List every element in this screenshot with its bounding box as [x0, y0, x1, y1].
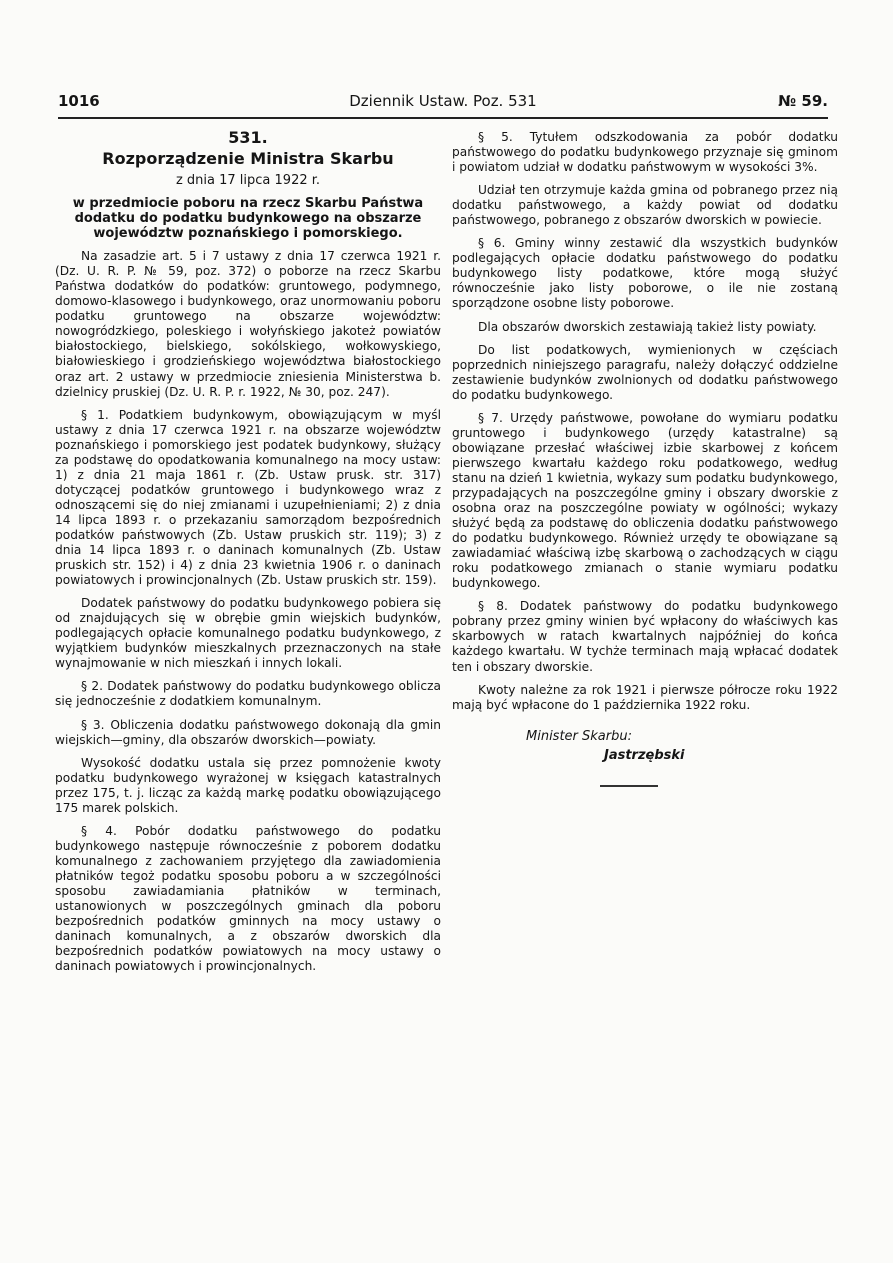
section-7-paragraph: § 7. Urzędy państwowe, powołane do wymiaru podatku gruntowego i budynkowego (urzędy katastralne) są obowiązane przesłać właściwej izbie skarbowej z końcem pierwszego kwartału każdego roku podatkowego, według stanu na dzień 1 kwietnia, wykazy sum podatku budynkowego, przypadających na poszczególne gminy i obszary dworskie z osobna oraz na poszczególne powiaty w ogólności; wykazy służyć będą za podstawę do obliczenia dodatku państwowego do podatku budynkowego. Również urzędy te obowiązane są zawiadamiać właściwą izbę skarbową o zachodzących w ciągu roku podatkowego zmianach o stanie wymiaru podatku budynkowego. [452, 410, 838, 591]
section-5-continuation: Udział ten otrzymuje każda gmina od pobranego przez nią dodatku państwowego, a każdy powiat od dodatku państwowego, pobranego z obszarów dworskich w powiecie. [452, 183, 838, 228]
section-2-paragraph: § 2. Dodatek państwowy do podatku budynkowego oblicza się jednocześnie z dodatkiem komunalnym. [55, 679, 441, 709]
signature-name: Jastrzębski [604, 747, 685, 763]
section-6-note: Do list podatkowych, wymienionych w częściach poprzednich niniejszego paragrafu, należy dołączyć oddzielne zestawienie budynków zwolnionych od dodatku państwowego do podatku budynkowego. [452, 342, 838, 402]
section-4-paragraph: § 4. Pobór dodatku państwowego do podatku budynkowego następuje równocześnie z poborem dodatku komunalnego z zachowaniem przyjętego dla zawiadomienia płatników tegoż podatku sposobu poboru a w szczególności sposobu zawiadamiania płatników w terminach, ustanowionych w poszczególnych gminach dla poboru bezpośrednich podatków gminnych na mocy ustawy o daninach komunalnych, a z obszarów dworskich dla bezpośrednich podatków powiatowych na mocy ustawy o daninach powiatowych i prowincjonalnych. [55, 823, 441, 974]
section-8-paragraph: § 8. Dodatek państwowy do podatku budynkowego pobrany przez gminy winien być wpłacony do właściwych kas skarbowych w ratach kwartalnych najpóźniej do końca każdego kwartału. W tychże terminach mają wpłacać dodatek ten i obszary dworskie. [452, 599, 838, 674]
signature-title: Minister Skarbu: [526, 728, 632, 744]
page-number: 1016 [58, 92, 100, 110]
section-6-paragraph: § 6. Gminy winny zestawić dla wszystkich budynków podlegających opłacie dodatku państwowego do podatku budynkowego listy podatkowe, które mogą służyć równocześnie jako listy poborowe, o ile nie zostaną sporządzone osobne listy poborowe. [452, 236, 838, 311]
section-6-continuation: Dla obszarów dworskich zestawiają takież listy powiaty. [478, 319, 817, 334]
act-date: z dnia 17 lipca 1922 r. [175, 173, 321, 189]
page-header [58, 92, 828, 114]
act-subtitle: w przedmiocie poboru na rzecz Skarbu Państwa dodatku do podatku budynkowego na obszarze województw poznańskiego i pomorskiego. [72, 196, 424, 242]
journal-reference: Dziennik Ustaw. Poz. 531 [349, 92, 537, 110]
closing-rule [600, 785, 658, 787]
act-number: 531. [228, 128, 268, 147]
header-rule [58, 117, 828, 119]
section-1-continuation: Dodatek państwowy do podatku budynkowego pobiera się od znajdujących się w obrębie gmin wiejskich budynków, podlegających opłacie komunalnego podatku budynkowego, z wyjątkiem budynków mieszkalnych przeznaczonych na stałe wynajmowanie w nich mieszkań i innych lokali. [55, 596, 441, 671]
preamble-paragraph: Na zasadzie art. 5 i 7 ustawy z dnia 17 czerwca 1921 r. (Dz. U. R. P. № 59, poz. 372) o poborze na rzecz Skarbu Państwa dodatków do podatków: gruntowego, podymnego, domowo-klasowego i budynkowego, oraz unormowaniu poboru podatku gruntowego na obszarze województw: nowogródzkiego, poleskiego i wołyńskiego jakoteż powiatów białostockiego, bielskiego, sokólskiego, wołkowyskiego, białowieskiego i grodzieńskiego województwa białostockiego oraz art. 2 ustawy w przedmiocie zniesienia Ministerstwa b. dzielnicy pruskiej (Dz. U. R. P. r. 1922, № 30, poz. 247). [55, 249, 441, 399]
right-column [452, 130, 838, 787]
section-1-paragraph: § 1. Podatkiem budynkowym, obowiązującym w myśl ustawy z dnia 17 czerwca 1921 r. na obszarze województw poznańskiego i pomorskiego jest podatek budynkowy, służący za podstawę do opodatkowania komunalnego na mocy ustaw: 1) z dnia 21 maja 1861 r. (Zb. Ustaw prusk. str. 317) dotyczącej podatków gruntowego i budynkowego wraz z odnoszącemi się do niej zmianami i uzupełnieniami; 2) z dnia 14 lipca 1893 r. o przekazaniu samorządom bezpośrednich podatków państwowych (Zb. Ustaw pruskich str. 119); 3) z dnia 14 lipca 1893 r. o daninach komunalnych (Zb. Ustaw pruskich str. 152) i 4) z dnia 23 kwietnia 1906 r. o daninach powiatowych i prowincjonalnych (Zb. Ustaw pruskich str. 159). [55, 407, 441, 588]
left-column [55, 130, 441, 982]
section-5-paragraph: § 5. Tytułem odszkodowania za pobór dodatku państwowego do podatku budynkowego przyznaje się gminom i powiatom udział w dodatku państwowym w wysokości 3%. [452, 130, 838, 175]
act-title: Rozporządzenie Ministra Skarbu [102, 149, 394, 169]
issue-number: № 59. [778, 92, 828, 110]
section-8-continuation: Kwoty należne za rok 1921 i pierwsze półrocze roku 1922 mają być wpłacone do 1 października 1922 roku. [452, 682, 838, 712]
section-3-paragraph: § 3. Obliczenia dodatku państwowego dokonają dla gmin wiejskich—gminy, dla obszarów dworskich—powiaty. [55, 717, 441, 747]
section-3-continuation: Wysokość dodatku ustala się przez pomnożenie kwoty podatku budynkowego wyrażonej w księgach katastralnych przez 175, t. j. licząc za każdą markę podatku obowiązującego 175 marek polskich. [55, 755, 441, 815]
